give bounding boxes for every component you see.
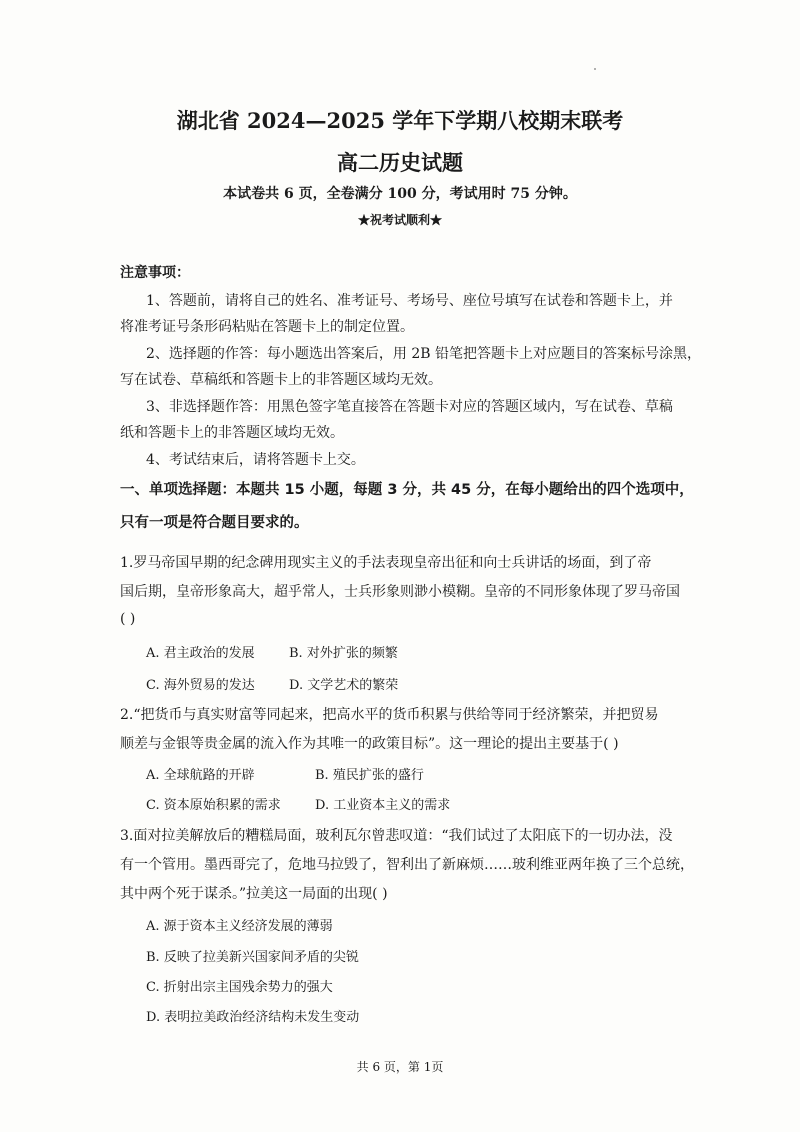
question-2-stem: 顺差与金银等贵金属的流入作为其唯一的政策目标”。这一理论的提出主要基于( ) (120, 736, 619, 752)
question-1-option-c: C. 海外贸易的发达 (146, 678, 255, 693)
exam-title: 湖北省 2024—2025 学年下学期八校期末联考 (176, 108, 624, 133)
scan-speck (594, 68, 596, 70)
notice-line: 4、考试结束后，请将答题卡上交。 (146, 452, 365, 468)
notice-line: 1、答题前，请将自己的姓名、准考证号、考场号、座位号填写在试卷和答题卡上，并 (146, 293, 673, 309)
notice-line: 将准考证号条形码粘贴在答题卡上的制定位置。 (120, 319, 414, 335)
question-1-option-d: D. 文学艺术的繁荣 (289, 678, 399, 693)
question-1-option-b: B. 对外扩张的频繁 (289, 646, 398, 661)
exam-wish: ★祝考试顺利★ (357, 213, 442, 227)
exam-subtitle: 高二历史试题 (337, 150, 463, 175)
exam-info: 本试卷共 6 页，全卷满分 100 分，考试用时 75 分钟。 (223, 186, 577, 202)
question-2-option-c: C. 资本原始积累的需求 (146, 798, 281, 813)
page-footer: 共 6 页，第 1页 (356, 1060, 444, 1074)
question-3-option-b: B. 反映了拉美新兴国家间矛盾的尖锐 (146, 950, 359, 965)
notice-line: 2、选择题的作答：每小题选出答案后，用 2B 铅笔把答题卡上对应题目的答案标号涂黑， (146, 346, 702, 362)
notice-line: 写在试卷、草稿纸和答题卡上的非答题区域均无效。 (120, 372, 442, 388)
question-3-stem: 其中两个死于谋杀。”拉美这一局面的出现( ) (120, 886, 388, 902)
section-heading: 一、单项选择题：本题共 15 小题，每题 3 分，共 45 分，在每小题给出的四个选项中， (120, 482, 694, 498)
question-1-blank: ( ) (120, 611, 136, 627)
question-1-option-a: A. 君主政治的发展 (146, 646, 255, 661)
question-3-stem: 有一个管用。墨西哥完了，危地马拉毁了，智利出了新麻烦……玻利维亚两年换了三个总统， (120, 857, 694, 873)
question-1-stem: 国后期，皇帝形象高大，超乎常人，士兵形象则渺小模糊。皇帝的不同形象体现了罗马帝国 (120, 584, 680, 600)
question-2-option-a: A. 全球航路的开辟 (146, 768, 255, 783)
notice-heading: 注意事项： (120, 265, 190, 281)
section-heading-cont: 只有一项是符合题目要求的。 (120, 515, 309, 531)
notice-line: 3、非选择题作答：用黑色签字笔直接答在答题卡对应的答题区域内，写在试卷、草稿 (146, 399, 673, 415)
question-3-option-d: D. 表明拉美政治经济结构未发生变动 (146, 1010, 360, 1025)
question-3-option-c: C. 折射出宗主国残余势力的强大 (146, 980, 333, 995)
question-2-option-b: B. 殖民扩张的盛行 (315, 768, 424, 783)
notice-line: 纸和答题卡上的非答题区域均无效。 (120, 425, 344, 441)
question-3-stem: 3.面对拉美解放后的糟糕局面，玻利瓦尔曾悲叹道：“我们试过了太阳底下的一切办法，没 (120, 828, 673, 844)
question-2-option-d: D. 工业资本主义的需求 (315, 798, 451, 813)
question-3-option-a: A. 源于资本主义经济发展的薄弱 (146, 919, 333, 934)
question-1-stem: 1.罗马帝国早期的纪念碑用现实主义的手法表现皇帝出征和向士兵讲话的场面，到了帝 (120, 555, 652, 571)
question-2-stem: 2.“把货币与真实财富等同起来，把高水平的货币积累与供给等同于经济繁荣，并把贸易 (120, 707, 659, 723)
